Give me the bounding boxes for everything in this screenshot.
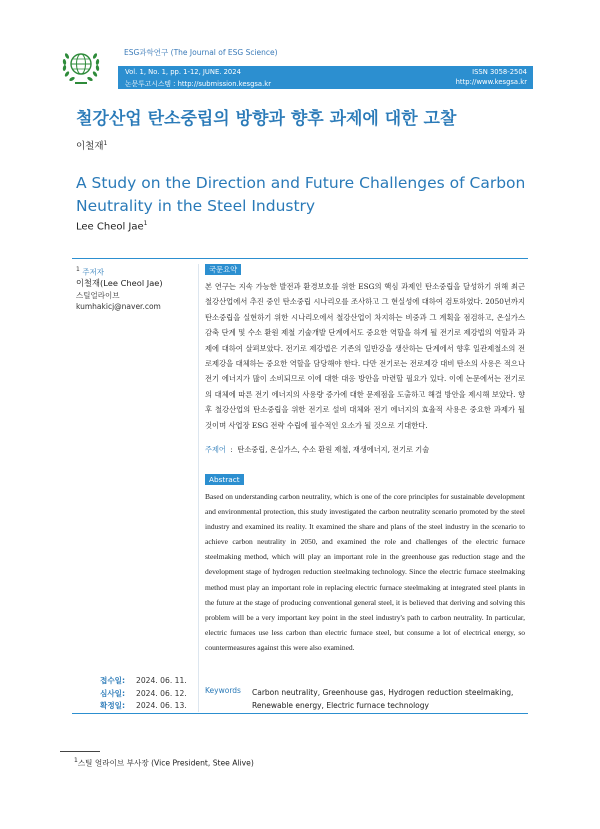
journal-name: ESG과학연구 (The Journal of ESG Science) (124, 48, 278, 57)
reviewed-date: 심사일: 2024. 06. 12. (100, 688, 187, 698)
abstract-en-text: Based on understanding carbon neutrality, which is one of the core principles for sustainable development and environmental protection, this study investigated the carbon neutrality scenario promoted by the steel industry and examined its reality. It examined the share and plans of the steel industry in the scenario to achieve carbon neutrality in 2050, and examined the role and challenges of the electric furnace steelmaking method, which will play an important role in the greenhouse gas reduction stage and the development stage of hydrogen reduction steelmaking technology. Since the electric furnace steelmaking method must play an important role in replacing electric furnace steelmaking at integrated steel plants in the future at the stage of producing conventional general steel, it is believed that deriving and solving this problem will be a very important key point in the steel industry's path to carbon neutrality. In particular, electric furnaces use less carbon than electric furnace steel, but consume a lot of electrical energy, so countermeasures against this were also examined. (205, 492, 525, 652)
received-date: 접수일: 2024. 06. 11. (100, 676, 187, 685)
keywords-ko-list: 탄소중립, 온실가스, 수소 환원 제철, 재생에너지, 전기로 기술 (237, 445, 430, 454)
keywords-en-label: Keywords (205, 686, 241, 695)
journal-info-bar (118, 66, 533, 89)
section-divider (72, 258, 528, 259)
author-footnote-mark: 1 (103, 139, 108, 147)
keywords-en-list: Carbon neutrality, Greenhouse gas, Hydrogen reduction steelmaking, Renewable energy, Electric furnace technology (252, 688, 514, 710)
title-korean: 철강산업 탄소중립의 방향과 향후 과제에 대한 고찰 (76, 109, 457, 129)
accepted-date: 확정일: 2024. 06. 13. (100, 701, 187, 711)
volume-info: Vol. 1, No. 1, pp. 1-12, JUNE. 2024 (125, 68, 241, 76)
title-english: A Study on the Direction and Future Challenges of Carbon Neutrality in the Steel Industry (76, 174, 526, 215)
correspondence-block: $^1$ 주저자 이철재(Lee Cheol Jae) 스틸얼라이브 kumhakicj@naver.com (76, 266, 163, 311)
keywords-ko-label: 주제어 (205, 445, 226, 454)
correspondent-affiliation: 스틸얼라이브 (76, 290, 120, 300)
section-divider-bottom (72, 713, 528, 714)
author-english: Lee Cheol Jae$^1$ (76, 220, 148, 233)
footnote: $^1$스틸 얼라이브 부사장 (Vice President, Stee Alive) (74, 757, 254, 768)
article-dates (100, 675, 187, 713)
footnote-rule (60, 751, 100, 752)
correspondent-email[interactable]: kumhakicj@naver.com (76, 302, 161, 311)
correspondent-name: 이철재(Lee Cheol Jae) (76, 278, 163, 288)
issn: ISSN 3058-2504 (472, 68, 527, 76)
author-korean: 이철재$^1$ (76, 139, 108, 152)
column-separator (198, 264, 199, 712)
globe-laurel-icon (58, 44, 104, 90)
correspondence-label: 주저자 (82, 267, 104, 277)
abstract-en-heading: Abstract (205, 474, 244, 485)
abstract-ko-text: 본 연구는 지속 가능한 발전과 환경보호를 위한 ESG의 핵심 과제인 탄소중립을 달성하기 위해 최근 철강산업에서 추진 중인 탄소중립 시나리오를 조사하고 그 현실성에 대하여 검토하였다. 2050년까지 탄소중립을 실현하기 위한 시나리오에서 철강산업이 차지하는 비중과 그 계획을 점검하고, 온실가스 감축 단계 및 수소 환원 제철 기술개발 단계에서도 중요한 역할을 하게 될 전기로 제강법의 역할과 과제에 대하여 살펴보았다. 전기로 제강법은 기존의 일반강을 생산하는 단계에서 향후 일관제철소의 전로제강을 대체하는 중요한 역할을 담당해야 한다. 다만 전기로는 전로제강 대비 탄소의 사용은 적으나 전기 에너지가 많이 소비되므로 이에 대한 대응 방안을 마련할 필요가 있다. 이에 논문에서는 전기로의 대체에 따른 전기 에너지의 사용량 증가에 대한 문제점을 도출하고 해결 방안을 제시해 보았다. 향후 철강산업의 탄소중립을 위한 전기로 설비 대체와 전기 에너지의 효율적 사용은 중요한 과제가 될 것이며 사업장 ESG 전략 수립에 필수적인 요소가 될 것으로 기대한다. (205, 282, 525, 430)
author-en-footnote-mark: 1 (143, 220, 148, 227)
submission-system: 논문투고시스템 : http://submission.kesgsa.kr (125, 80, 271, 88)
abstract-ko-heading: 국문요약 (205, 264, 241, 275)
journal-logo (58, 44, 104, 90)
keywords-ko: 주제어 : 탄소중립, 온실가스, 수소 환원 제철, 재생에너지, 전기로 기술 (205, 445, 430, 454)
journal-website: http://www.kesgsa.kr (455, 78, 527, 86)
